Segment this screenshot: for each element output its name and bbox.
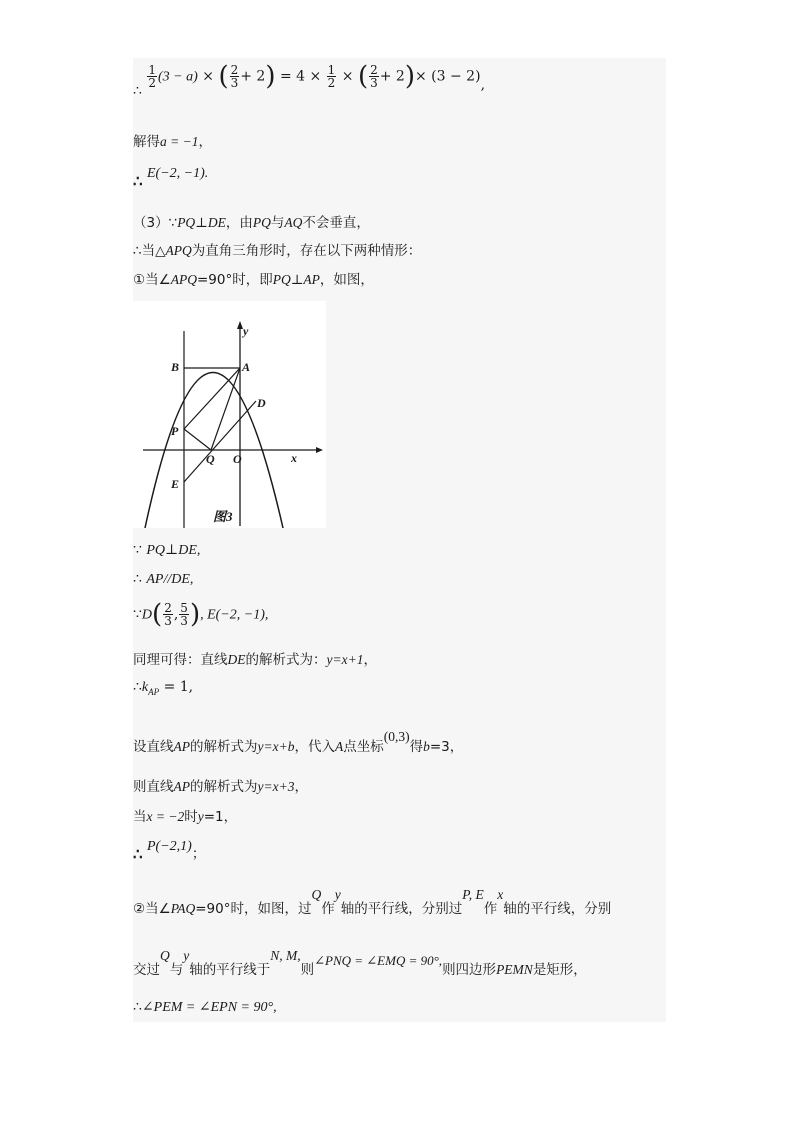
line-DE	[184, 401, 256, 482]
angle-conclusion: ∴∠PEM = ∠EPN = 90°,	[133, 999, 277, 1015]
label-x: x	[291, 451, 297, 465]
fraction: $\frac{2}{3}$	[370, 63, 378, 90]
line-AP-equation: 则直线AP的解析式为y=x+3，	[133, 779, 308, 795]
therefore-symbol: ∴	[133, 82, 142, 99]
math-expression: E(−2, −1).	[147, 166, 209, 181]
given-line: ∵ PQ⊥DE,	[133, 542, 201, 558]
fraction: $\frac{2}{3}$	[230, 63, 239, 90]
text: 解得	[133, 134, 160, 150]
times-sign: ×	[202, 68, 214, 85]
math-expression: a = −1	[160, 134, 199, 149]
label-Q: Q	[206, 452, 215, 466]
segment-AQ	[211, 368, 240, 450]
label-A: A	[242, 360, 251, 374]
fraction: $\frac{1}{2}$	[148, 63, 157, 90]
point-P-line: ∴ P(−2,1)；	[133, 839, 206, 863]
label-P: P	[171, 424, 179, 438]
label-y: y	[243, 324, 249, 338]
coords-line: ∵D( $\frac{2}{3}$ , $\frac{5}{3}$ ), E(−2, −1),	[133, 599, 269, 630]
math-expression: + 2	[240, 68, 266, 85]
line-AP-setup: 设直线AP的解析式为y=x+b，代入A点坐标(0,3)得b=3，	[133, 729, 464, 755]
therefore-symbol: ∴	[133, 172, 143, 190]
substitution-line: 当x = −2时y=1，	[133, 809, 238, 825]
conclusion-line	[133, 163, 209, 190]
segment-AP	[184, 368, 240, 429]
case-1-heading: ①当∠APQ=90°时，即PQ⊥AP，如图，	[133, 272, 374, 288]
math-expression: × (3 − 2)	[415, 68, 481, 85]
solve-line: 解得a = −1，	[133, 134, 212, 150]
label-E: E	[171, 477, 180, 491]
line-DE-equation: 同理可得：直线DE的解析式为：y=x+1，	[133, 652, 377, 668]
slope-line: $\therefore k_{AP} = 1$,	[133, 679, 194, 697]
case-2-continued: 交过Q与y轴的平行线于N, M,则∠PNQ = ∠EMQ = 90°,则四边形PEMN是矩形，	[133, 948, 587, 978]
equation-line-1: ∴ $\frac{1}{2}$ (3 − a) × ( $\frac{2}{3}$ + 2) = 4 × $\frac{1}{2}$ × ( $\frac{2}{3}$ + 2)× (3 − 2),	[133, 61, 486, 99]
math-expression: = 4 ×	[279, 68, 322, 85]
label-D: D	[257, 396, 266, 410]
parabola-diagram	[133, 301, 326, 528]
case-intro: ∴当△APQ为直角三角形时，存在以下两种情形：	[133, 243, 422, 259]
label-B: B	[171, 360, 180, 374]
segment-PQ	[184, 429, 211, 450]
case-2-heading: ②当∠PAQ=90°时，如图，过Q作y轴的平行线，分别过P, E作x轴的平行线，分别	[133, 887, 612, 917]
math-expression: + 2	[379, 68, 405, 85]
figure-3	[133, 301, 326, 528]
parallel-line: ∴ AP//DE,	[133, 571, 194, 587]
times-sign: ×	[341, 68, 354, 85]
x-axis-arrow	[316, 447, 323, 453]
math-expression: (3 − a)	[158, 69, 198, 85]
solution-page	[133, 58, 666, 1022]
fraction: $\frac{1}{2}$	[327, 63, 336, 90]
label-O: O	[233, 452, 242, 466]
part-3-heading: （3）∵PQ⊥DE，由PQ与AQ不会垂直，	[133, 215, 370, 231]
figure-caption: 图3	[213, 509, 233, 524]
